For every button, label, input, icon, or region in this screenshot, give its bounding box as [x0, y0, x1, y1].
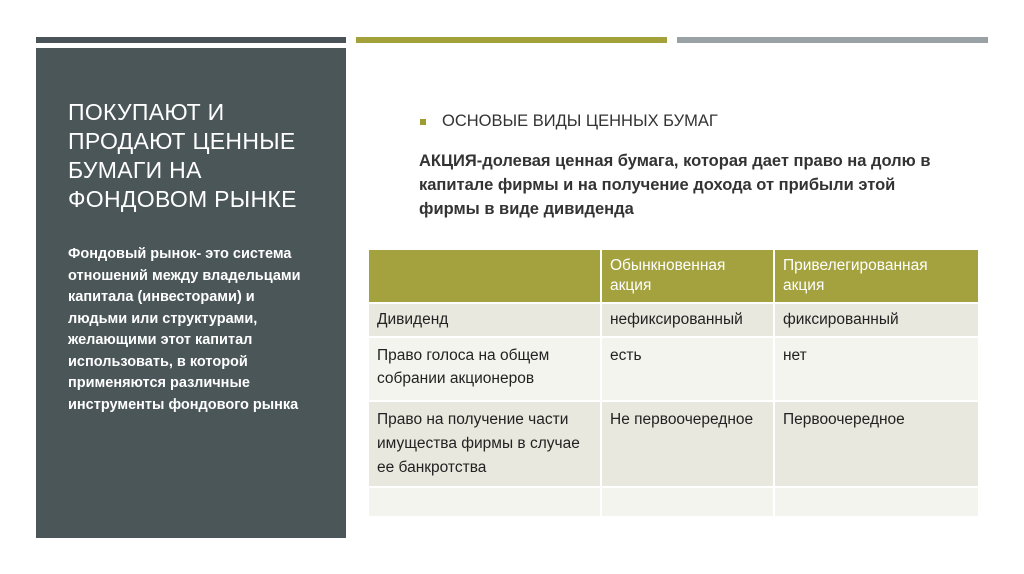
square-bullet-icon — [420, 119, 426, 125]
header-cell — [368, 249, 601, 303]
bullet-item — [420, 112, 718, 131]
stock-definition: АКЦИЯ-долевая ценная бумага, которая дает право на долю в капитале фирмы и на получение дохода от прибыли этой фирмы в виде дивиденда — [419, 152, 931, 218]
slide-title: ПОКУПАЮТ И ПРОДАЮТ ЦЕННЫЕ БУМАГИ НА ФОНДОВОМ РЫНКЕ — [68, 99, 297, 212]
table-header-row — [368, 249, 979, 303]
table-row — [368, 303, 979, 337]
top-bar-olive — [356, 37, 667, 43]
table-cell: Право на получение части имущества фирмы в случае ее банкротства — [368, 401, 601, 487]
table-cell: Дивиденд — [368, 303, 601, 337]
header-cell: Обынкновенная акция — [601, 249, 774, 303]
table-cell — [774, 487, 979, 517]
table-cell: есть — [601, 337, 774, 401]
table-cell — [601, 487, 774, 517]
top-bar-grey — [677, 37, 988, 43]
table-cell: Право голоса на общем собрании акционеров — [368, 337, 601, 401]
table-cell — [368, 487, 601, 517]
table-row — [368, 337, 979, 401]
header-cell: Привелегированная акция — [774, 249, 979, 303]
table-cell: нет — [774, 337, 979, 401]
left-panel — [36, 48, 346, 538]
definition-text: Фондовый рынок- это система отношений между владельцами капитала (инвесторами) и людьми или структурами, желающими этот капитал использовать, в которой применяются различные инструменты фондового рынка — [68, 246, 301, 413]
table-cell: Не первоочередное — [601, 401, 774, 487]
bullet-text: ОСНОВЫЕ ВИДЫ ЦЕННЫХ БУМАГ — [442, 112, 718, 130]
table-cell: фиксированный — [774, 303, 979, 337]
comparison-table — [367, 248, 980, 518]
table-cell: Первоочередное — [774, 401, 979, 487]
table-row — [368, 401, 979, 487]
top-bar-dark — [36, 37, 346, 43]
table-cell: нефиксированный — [601, 303, 774, 337]
table-row — [368, 487, 979, 517]
